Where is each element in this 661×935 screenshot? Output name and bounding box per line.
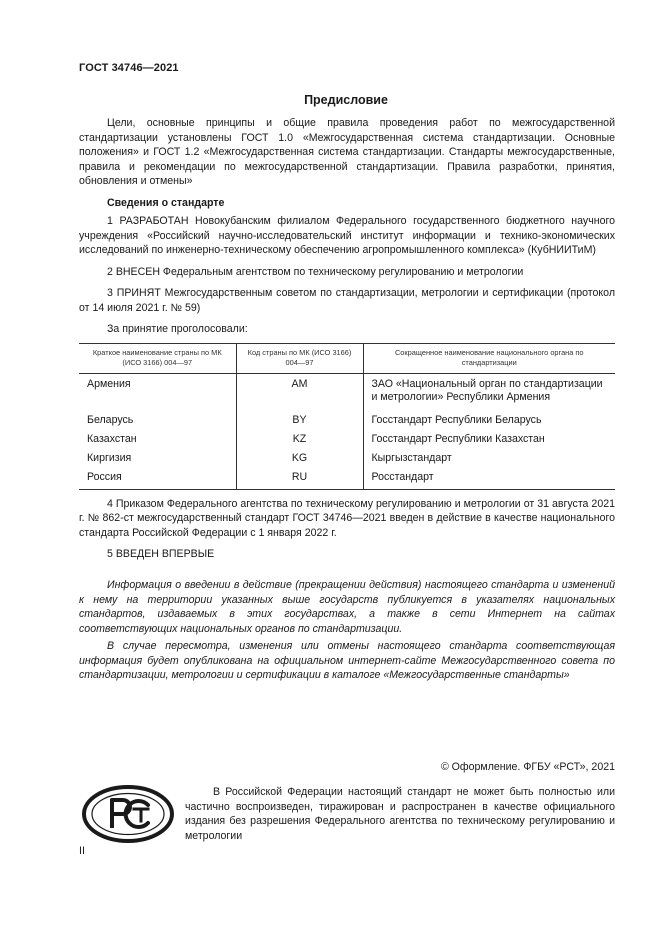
- country-name: Казахстан: [87, 432, 137, 445]
- copyright-line: © Оформление. ФГБУ «РСТ», 2021: [440, 761, 615, 773]
- column-header-code: Код страны по МК (ИСО 3166) 004—97: [236, 343, 363, 373]
- item-adopted: 3 ПРИНЯТ Межгосударственным советом по стандартизации, метрологии и сертификации (протокол от 14 июля 2021 г. № 59): [79, 287, 615, 314]
- intro-paragraph: Цели, основные принципы и общие правила проведения работ по межгосударственной стандартизации установлены ГОСТ 1.0 «Межгосударственная система стандартизации. Основные положения» и ГОСТ 1.2 «Межгосударственная система стандартизации. Стандарты межгосударственные, правила и рекомендации по межгосударственной стандартизации. Правила разработки, принятия, обновления и отмены»: [79, 117, 615, 187]
- national-body: Госстандарт Республики Казахстан: [363, 433, 615, 452]
- item-first-introduced: 5 ВВЕДЕН ВПЕРВЫЕ: [107, 548, 215, 560]
- table-row: [79, 471, 615, 490]
- column-header-country: Краткое наименование страны по МК (ИСО 3166) 004—97: [79, 343, 236, 373]
- table-row: [79, 433, 615, 452]
- foreword-content: [79, 116, 615, 562]
- country-code: AM: [236, 373, 363, 414]
- table-row: [79, 414, 615, 433]
- country-code: KZ: [236, 433, 363, 452]
- national-body: ЗАО «Национальный орган по стандартизации и метрологии» Республики Армения: [363, 373, 615, 414]
- notice-paragraph-publication: Информация о введении в действие (прекращении действия) настоящего стандарта и изменений к нему на территории указанных выше государств публикуется в указателях национальных стандартов, издаваемых в этих государствах, а также в сети Интернет на сайтах соответствующих национальных органов по стандартизации.: [79, 579, 615, 635]
- country-name: Беларусь: [87, 413, 134, 426]
- table-row: [79, 373, 615, 414]
- item-introduced: 2 ВНЕСЕН Федеральным агентством по техническому регулированию и метрологии: [107, 265, 524, 278]
- table-header-row: [79, 343, 615, 373]
- country-name: Киргизия: [87, 451, 132, 464]
- notice-paragraph-revision: В случае пересмотра, изменения или отмены настоящего стандарта соответствующая информация будет опубликована на официальном интернет-сайте Межгосударственного совета по стандартизации, метрологии и сертификации в каталоге «Межгосударственные стандарты»: [79, 640, 615, 681]
- legal-notice-text: В Российской Федерации настоящий стандарт не может быть полностью или частично воспроизведен, тиражирован и распространен в качестве официального издания без разрешения Федерального агентства по техническому регулированию и метрологии: [185, 786, 615, 842]
- voting-countries-table: [79, 343, 615, 490]
- national-body: Кыргызстандарт: [363, 452, 615, 471]
- page-number: II: [79, 845, 85, 857]
- country-code: BY: [236, 414, 363, 433]
- vote-label: За принятие проголосовали:: [107, 323, 248, 335]
- rst-certification-logo: [82, 785, 174, 843]
- standard-id-header: ГОСТ 34746—2021: [79, 62, 179, 74]
- info-heading: Сведения о стандарте: [107, 196, 225, 209]
- item-developed: 1 РАЗРАБОТАН Новокубанским филиалом Федерального государственного бюджетного научного учреждения «Российский научно-исследовательский институт информации и технико-экономических исследований по инженерно-техническому обеспечению агропромышленного комплекса» (КубНИИТиМ): [79, 215, 615, 256]
- national-body: Росстандарт: [363, 471, 615, 490]
- national-body: Госстандарт Республики Беларусь: [363, 414, 615, 433]
- country-code: KG: [236, 452, 363, 471]
- page-title: Предисловие: [304, 93, 388, 107]
- legal-notice: [185, 785, 615, 843]
- column-header-body: Сокращенное наименование национального органа по стандартизации: [363, 343, 615, 373]
- country-name: Армения: [87, 377, 131, 390]
- country-name: Россия: [79, 471, 236, 490]
- publication-info-notice: [79, 578, 615, 683]
- country-code: RU: [236, 471, 363, 490]
- item-enacted: 4 Приказом Федерального агентства по техническому регулированию и метрологии от 31 августа 2021 г. № 862-ст межгосударственный стандарт ГОСТ 34746—2021 введен в действие в качестве национального стандарта Российской Федерации с 1 января 2022 г.: [79, 497, 615, 539]
- table-row: [79, 452, 615, 471]
